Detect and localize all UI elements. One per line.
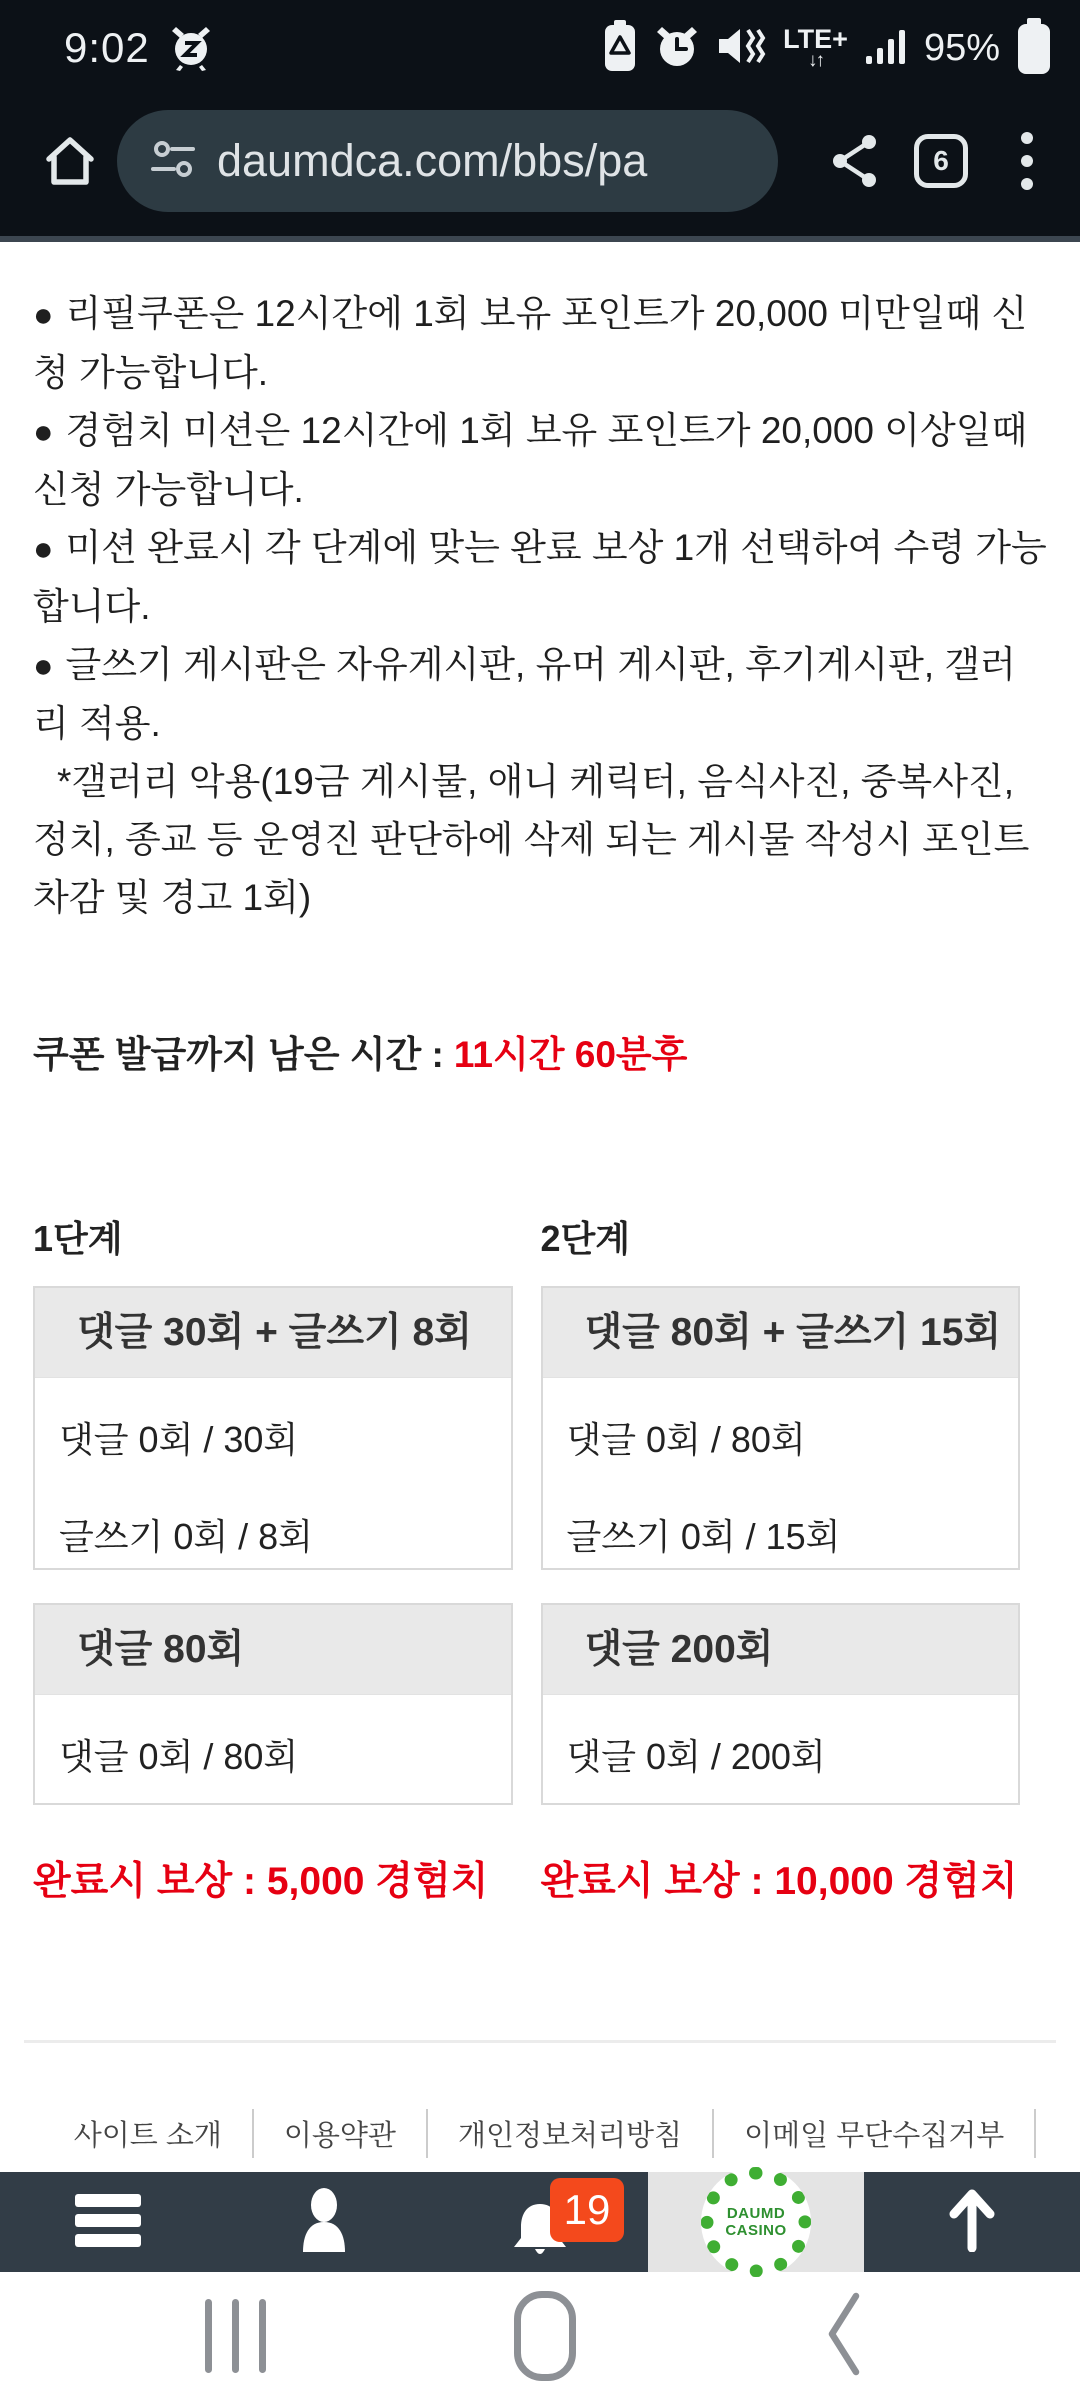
status-bar [0,0,1080,96]
home-button[interactable] [22,133,117,189]
back-button[interactable] [824,2290,862,2383]
site-bottom-nav [0,2172,1080,2272]
mission-progress-row: 글쓰기 0회 / 15회 [566,1516,841,1557]
mission-card-title: 댓글 80회 + 글쓰기 15회 [543,1288,1019,1378]
url-text: daumdca.com/bbs/pa [217,135,648,186]
notice-item [33,636,1047,753]
mission-progress-row: 댓글 0회 / 80회 [566,1419,806,1460]
mute-vibrate-icon [717,22,767,75]
notifications-button[interactable] [432,2172,648,2272]
signal-strength-icon [864,24,908,73]
notice-text: 리필쿠폰은 12시간에 1회 보유 포인트가 20,000 미만일때 신청 가능합니다. [33,293,1028,393]
footer-link-privacy[interactable]: 개인정보처리방침 [428,2109,714,2158]
footer-link-email[interactable]: 이메일 무단수집거부 [714,2109,1036,2158]
recents-button[interactable] [205,2299,266,2373]
mission-card-body [543,1378,1019,1568]
notice-list [0,242,1080,927]
mission-card-title: 댓글 200회 [543,1605,1019,1695]
mission-progress-row: 댓글 0회 / 200회 [566,1736,826,1777]
notice-text: 글쓰기 게시판은 자유게시판, 유머 게시판, 후기게시판, 갤러리 적용. [33,644,1016,744]
site-controls-icon [151,137,195,186]
alarm-icon [653,21,701,76]
mission-card-title: 댓글 30회 + 글쓰기 8회 [35,1288,511,1378]
mission-progress-row: 글쓰기 0회 / 8회 [59,1516,313,1557]
mission-card [541,1603,1021,1805]
share-button[interactable] [812,133,898,189]
footer-link-terms[interactable]: 이용약관 [254,2109,428,2158]
mission-card [33,1603,513,1805]
scroll-to-top-button[interactable] [864,2172,1080,2272]
site-logo-button[interactable] [648,2172,864,2272]
battery-percent: 95% [923,26,1000,69]
snoozed-alarm-icon [168,21,214,76]
overflow-menu-button[interactable] [984,130,1070,192]
step2-reward-text: 완료시 보상 : 10,000 경험치 [540,1860,1018,1903]
mission-progress-row: 댓글 0회 / 80회 [59,1736,299,1777]
tab-count: 6 [914,134,968,188]
mission-column-step2 [541,1211,1021,1906]
android-navigation-bar [0,2272,1080,2400]
footer-link-about[interactable]: 사이트 소개 [44,2109,254,2158]
logo-text-line2: CASINO [725,2222,787,2239]
clock: 9:02 [64,24,150,71]
mission-card-body [543,1695,1019,1803]
notification-badge: 19 [550,2178,624,2242]
hamburger-icon [75,2190,141,2255]
coupon-countdown [0,1024,1080,1078]
person-icon [292,2186,356,2259]
gallery-abuse-note: *갤러리 악용(19금 게시물, 애니 케릭터, 음식사진, 중복사진, 정치, 종교 등 운영진 판단하에 삭제 되는 게시물 작성시 포인트 차감 및 경고 1회) [33,761,1030,918]
mission-progress-row: 댓글 0회 / 30회 [59,1419,299,1460]
mission-card-body [35,1695,511,1803]
countdown-value: 11시간 60분후 [453,1034,688,1075]
mission-card [33,1286,513,1570]
site-footer [24,2040,1056,2172]
bullet-icon: ● [33,413,54,451]
network-arrows-icon: ↓↑ [808,50,824,71]
bullet-icon: ● [33,647,54,685]
notice-item [33,285,1047,402]
menu-button[interactable] [0,2172,216,2272]
mission-card-body [35,1378,511,1568]
battery-saver-icon [603,20,637,77]
up-arrow-icon [942,2188,1002,2257]
web-page-content [0,242,1080,2172]
notice-item [33,519,1047,636]
mission-card-title: 댓글 80회 [35,1605,511,1695]
url-bar[interactable] [117,110,778,212]
mission-card [541,1286,1021,1570]
android-home-button[interactable] [514,2291,576,2381]
step1-label: 1단계 [33,1218,123,1259]
mission-section [0,1211,1080,1906]
network-indicator: LTE+ ↓↑ [783,24,848,71]
tab-switcher-button[interactable] [898,134,984,188]
battery-icon [1016,18,1052,79]
bullet-icon: ● [33,296,54,334]
notice-item [33,402,1047,519]
profile-button[interactable] [216,2172,432,2272]
mission-column-step1 [33,1211,513,1906]
bullet-icon: ● [33,530,54,568]
browser-toolbar [0,96,1080,236]
footer-links [44,2109,1037,2158]
logo-text-line1: DAUMD [726,2205,786,2222]
daumd-casino-logo [701,2167,811,2277]
notice-text: 미션 완료시 각 단계에 맞는 완료 보상 1개 선택하여 수령 가능 합니다. [33,527,1047,627]
step2-label: 2단계 [540,1218,631,1259]
notice-text: 경험치 미션은 12시간에 1회 보유 포인트가 20,000 이상일때 신청 가능합니다. [33,410,1028,510]
step1-reward-text: 완료시 보상 : 5,000 경험치 [33,1860,489,1903]
countdown-label: 쿠폰 발급까지 남은 시간 : [33,1034,444,1075]
